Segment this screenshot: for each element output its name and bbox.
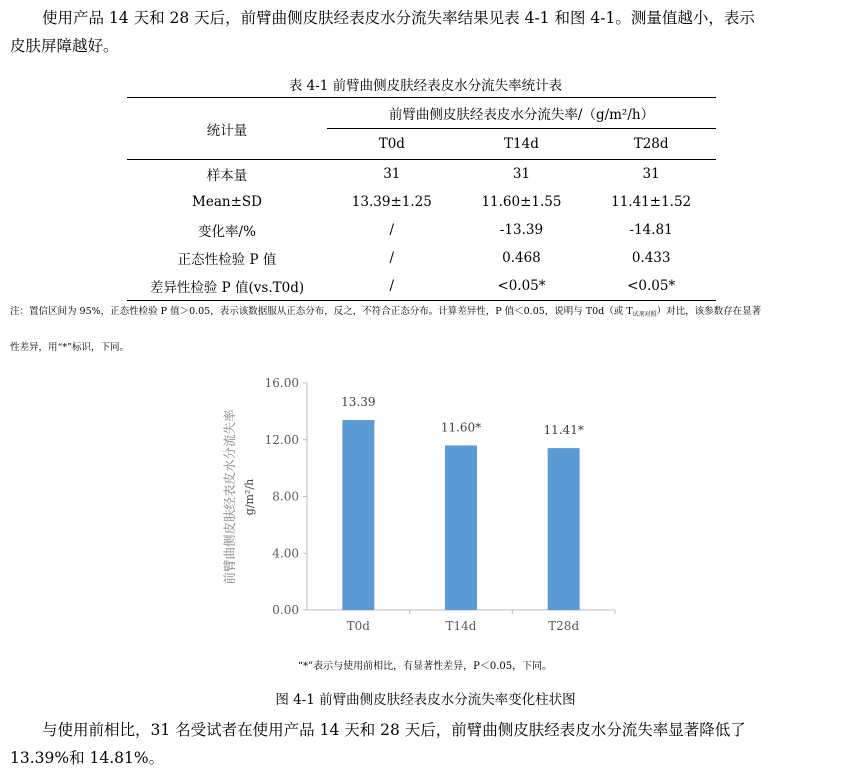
table-cell: 31 (586, 160, 716, 189)
table-cell: <0.05* (457, 272, 587, 301)
chart-footnote: “*”表示与使用前相比，有显著性差异，P＜0.05，下同。 (297, 661, 553, 672)
row-label: 变化率/% (198, 224, 256, 240)
data-label: 11.60* (440, 420, 482, 435)
row-label: 样本量 (127, 160, 327, 189)
column-header: T0d (378, 136, 405, 152)
data-label: 11.41* (543, 423, 584, 438)
x-tick-label: T0d (346, 619, 370, 633)
y-tick-label: 8.00 (272, 489, 299, 504)
table-cell: / (389, 222, 395, 238)
y-tick-label: 4.00 (272, 546, 299, 561)
y-tick-label: 0.00 (272, 603, 299, 617)
bar (342, 420, 374, 610)
note-text: ）对比，该参数存在显著 (656, 306, 762, 317)
table-cell: 0.433 (631, 250, 671, 266)
conclusion-line-2: 13.39%和 14.81%。 (10, 749, 165, 767)
table-cell: / (389, 250, 395, 266)
bar (445, 445, 477, 610)
x-tick-label: T28d (548, 619, 580, 633)
table-cell: 31 (457, 160, 587, 189)
group-header: 前臂曲侧皮肤经表皮水分流失率/（g/m²/h） (327, 98, 716, 129)
intro-line-2: 皮肤屏障越好。 (10, 37, 119, 55)
note-text: 注：置信区间为 95%，正态性检验 P 值＞0.05，表示该数据服从正态分布，反之，不符合正态分布。计算差异性，P 值＜0.05，说明与 T0d（或 T (10, 306, 633, 317)
table-cell: / (327, 272, 457, 301)
figure-caption: 图 4-1 前臂曲侧皮肤经表皮水分流失率变化柱状图 (275, 692, 576, 708)
y-tick-label: 16.00 (264, 376, 299, 390)
table-cell: 11.41±1.52 (611, 194, 692, 210)
table-cell: 13.39±1.25 (351, 194, 432, 210)
row-label: Mean±SD (192, 194, 262, 210)
note-subscript: 试剂对照 (632, 311, 657, 318)
table-caption: 表 4-1 前臂曲侧皮肤经表皮水分流失率统计表 (288, 78, 563, 94)
table-note-line-2: 性差异，用“*”标识，下同。 (10, 342, 129, 353)
row-label: 差异性检验 P 值(vs.T0d) (127, 272, 327, 301)
y-axis-label: 前臂曲侧皮肤经表皮水分流失率 (222, 409, 237, 585)
table-cell: 0.468 (502, 250, 541, 266)
column-header: T14d (504, 136, 539, 152)
intro-line-1: 使用产品 14 天和 28 天后，前臂曲侧皮肤经表皮水分流失率结果见表 4-1 和图 4-1。测量值越小，表示 (42, 9, 755, 27)
table-cell: 11.60±1.55 (481, 194, 562, 210)
conclusion-paragraph (10, 716, 840, 772)
table-cell: -14.81 (629, 222, 673, 238)
row-label: 正态性检验 P 值 (177, 252, 277, 268)
y-axis-unit-label: g/m²/h (243, 478, 256, 516)
bar (548, 448, 580, 610)
y-tick-label: 12.00 (264, 432, 299, 447)
table-cell: <0.05* (586, 272, 716, 301)
conclusion-line-1: 与使用前相比，31 名受试者在使用产品 14 天和 28 天后，前臂曲侧皮肤经表皮水分流失率显著降低了 (42, 721, 746, 739)
data-label: 13.39 (341, 395, 376, 410)
table-cell: 31 (327, 160, 457, 189)
table-cell: -13.39 (499, 222, 544, 238)
row-header: 统计量 (206, 122, 248, 139)
x-tick-label: T14d (445, 619, 477, 633)
column-header: T28d (633, 136, 669, 152)
